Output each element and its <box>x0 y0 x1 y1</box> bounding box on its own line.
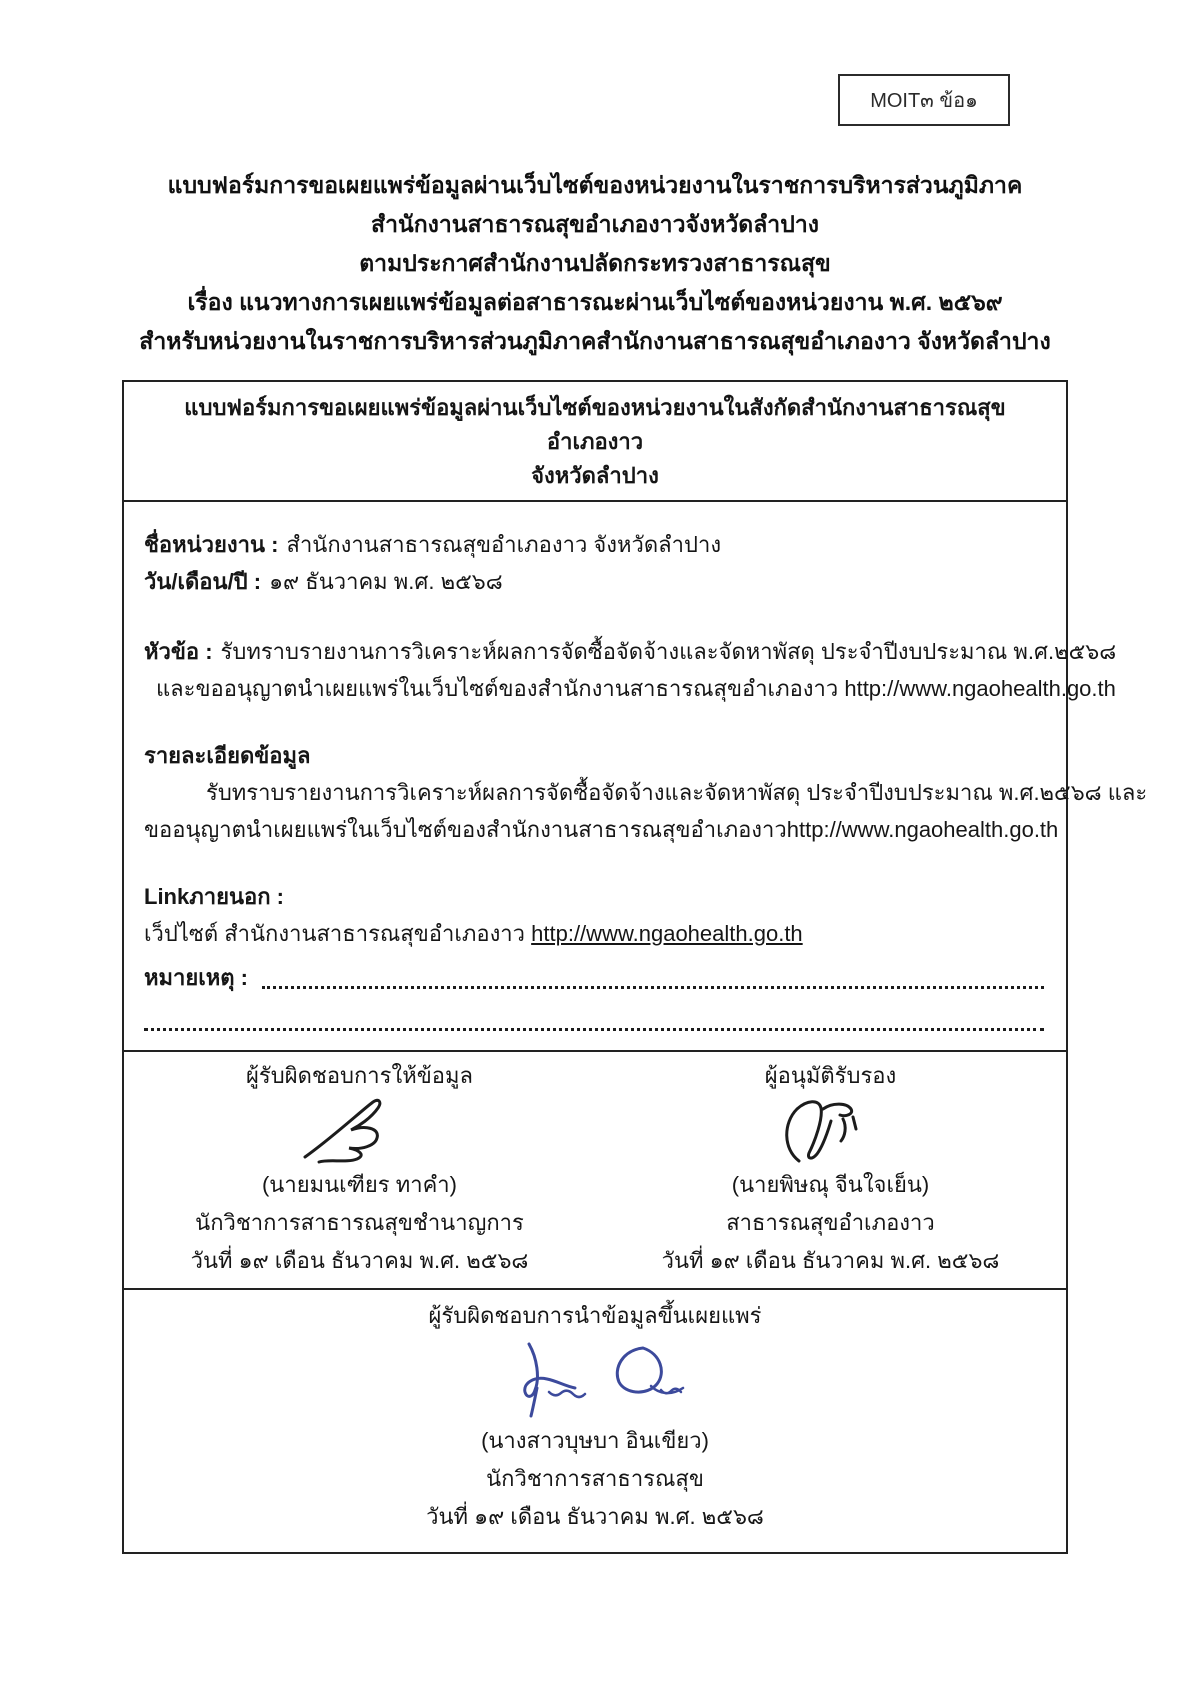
external-link-heading: Linkภายนอก : <box>144 884 284 909</box>
form-body <box>124 502 1148 1052</box>
uploader-signature-image <box>485 1334 705 1422</box>
details-line-2: ขออนุญาตนำเผยแพร่ในเว็บไซต์ของสำนักงานสาธารณสุขอำเภองาวhttp://www.ngaohealth.go.th <box>144 817 1059 842</box>
moit-tag-box <box>838 74 1010 126</box>
unit-name-label: ชื่อหน่วยงาน : <box>144 532 279 557</box>
date-row <box>144 563 1046 600</box>
signature-ink-blue <box>485 1336 705 1420</box>
info-provider-role: ผู้รับผิดชอบการให้ข้อมูล <box>246 1063 473 1088</box>
title-line-4: เรื่อง แนวทางการเผยแพร่ข้อมูลต่อสาธารณะผ่านเว็บไซต์ของหน่วยงาน พ.ศ. ๒๕๖๙ <box>187 289 1003 315</box>
form-box-title-line-1: แบบฟอร์มการขอเผยแพร่ข้อมูลผ่านเว็บไซต์ของหน่วยงานในสังกัดสำนักงานสาธารณสุขอำเภองาว <box>184 395 1006 454</box>
title-line-5: สำหรับหน่วยงานในราชการบริหารส่วนภูมิภาคสำนักงานสาธารณสุขอำเภองาว จังหวัดลำปาง <box>139 328 1051 354</box>
approver-signature-image <box>771 1094 891 1166</box>
note-label: หมายเหตุ : <box>144 965 248 990</box>
date-label: วัน/เดือน/ปี : <box>144 569 262 594</box>
details-heading: รายละเอียดข้อมูล <box>144 743 311 768</box>
approver-position: สาธารณสุขอำเภองาว <box>726 1210 935 1235</box>
date-value: ๑๙ ธันวาคม พ.ศ. ๒๕๖๘ <box>269 569 503 594</box>
title-line-2: สำนักงานสาธารณสุขอำเภองาวจังหวัดลำปาง <box>371 211 819 237</box>
signature-ink-black-right <box>771 1095 891 1165</box>
external-link-row <box>144 915 1046 952</box>
title-line-3: ตามประกาศสำนักงานปลัดกระทรวงสาธารณสุข <box>359 250 831 276</box>
form-table <box>122 380 1148 1554</box>
approver-role: ผู้อนุมัติรับรอง <box>764 1063 897 1088</box>
approver-date: วันที่ ๑๙ เดือน ธันวาคม พ.ศ. ๒๕๖๘ <box>661 1248 1000 1273</box>
signature-row <box>124 1052 1066 1290</box>
signature-block-approver <box>595 1058 1066 1280</box>
form-box-title <box>124 382 1066 502</box>
title-line-1: แบบฟอร์มการขอเผยแพร่ข้อมูลผ่านเว็บไซต์ของหน่วยงานในราชการบริหารส่วนภูมิภาค <box>167 172 1023 198</box>
uploader-date: วันที่ ๑๙ เดือน ธันวาคม พ.ศ. ๒๕๖๘ <box>426 1504 764 1529</box>
info-provider-signature-image <box>285 1094 435 1166</box>
subject-row <box>144 633 1117 670</box>
external-link-url[interactable]: http://www.ngaohealth.go.th <box>531 921 803 946</box>
details-line-1: รับทราบรายงานการวิเคราะห์ผลการจัดซื้อจัดจ้างและจัดหาพัสดุ ประจำปีงบประมาณ พ.ศ.๒๕๖๘ และ <box>206 780 1148 805</box>
document-title-block <box>60 166 1130 361</box>
note-row <box>144 952 1046 996</box>
signature-block-info-provider <box>124 1058 595 1280</box>
moit-tag-label: MOIT๓ ข้อ๑ <box>870 90 978 112</box>
note-dotted-row-2 <box>144 996 1046 1038</box>
info-provider-date: วันที่ ๑๙ เดือน ธันวาคม พ.ศ. ๒๕๖๘ <box>190 1248 529 1273</box>
note-dotted-line-1 <box>262 986 1044 989</box>
note-dotted-line-2 <box>144 1028 1044 1031</box>
subject-label: หัวข้อ : <box>144 639 213 664</box>
uploader-role: ผู้รับผิดชอบการนำข้อมูลขึ้นเผยแพร่ <box>428 1303 762 1328</box>
form-box-title-line-2: จังหวัดลำปาง <box>531 463 659 488</box>
approver-name: (นายพิษณุ จีนใจเย็น) <box>731 1172 930 1197</box>
uploader-position: นักวิชาการสาธารณสุข <box>486 1466 704 1491</box>
info-provider-name: (นายมนเฑียร ทาคำ) <box>261 1172 457 1197</box>
subject-line-1: รับทราบรายงานการวิเคราะห์ผลการจัดซื้อจัดจ้างและจัดหาพัสดุ ประจำปีงบประมาณ พ.ศ.๒๕๖๘ <box>220 639 1117 664</box>
unit-name-value: สำนักงานสาธารณสุขอำเภองาว จังหวัดลำปาง <box>286 532 722 557</box>
unit-name-row <box>144 526 1046 563</box>
external-link-prefix: เว็ปไซต์ สำนักงานสาธารณสุขอำเภองาว <box>144 921 526 946</box>
uploader-name: (นางสาวบุษบา อินเขียว) <box>481 1428 709 1453</box>
signature-block-uploader <box>124 1290 1066 1552</box>
info-provider-position: นักวิชาการสาธารณสุขชำนาญการ <box>195 1210 524 1235</box>
signature-ink-black-left <box>285 1095 435 1165</box>
subject-line-2: และขออนุญาตนำเผยแพร่ในเว็บไซต์ของสำนักงานสาธารณสุขอำเภองาว http://www.ngaohealth.go.th <box>156 676 1116 701</box>
